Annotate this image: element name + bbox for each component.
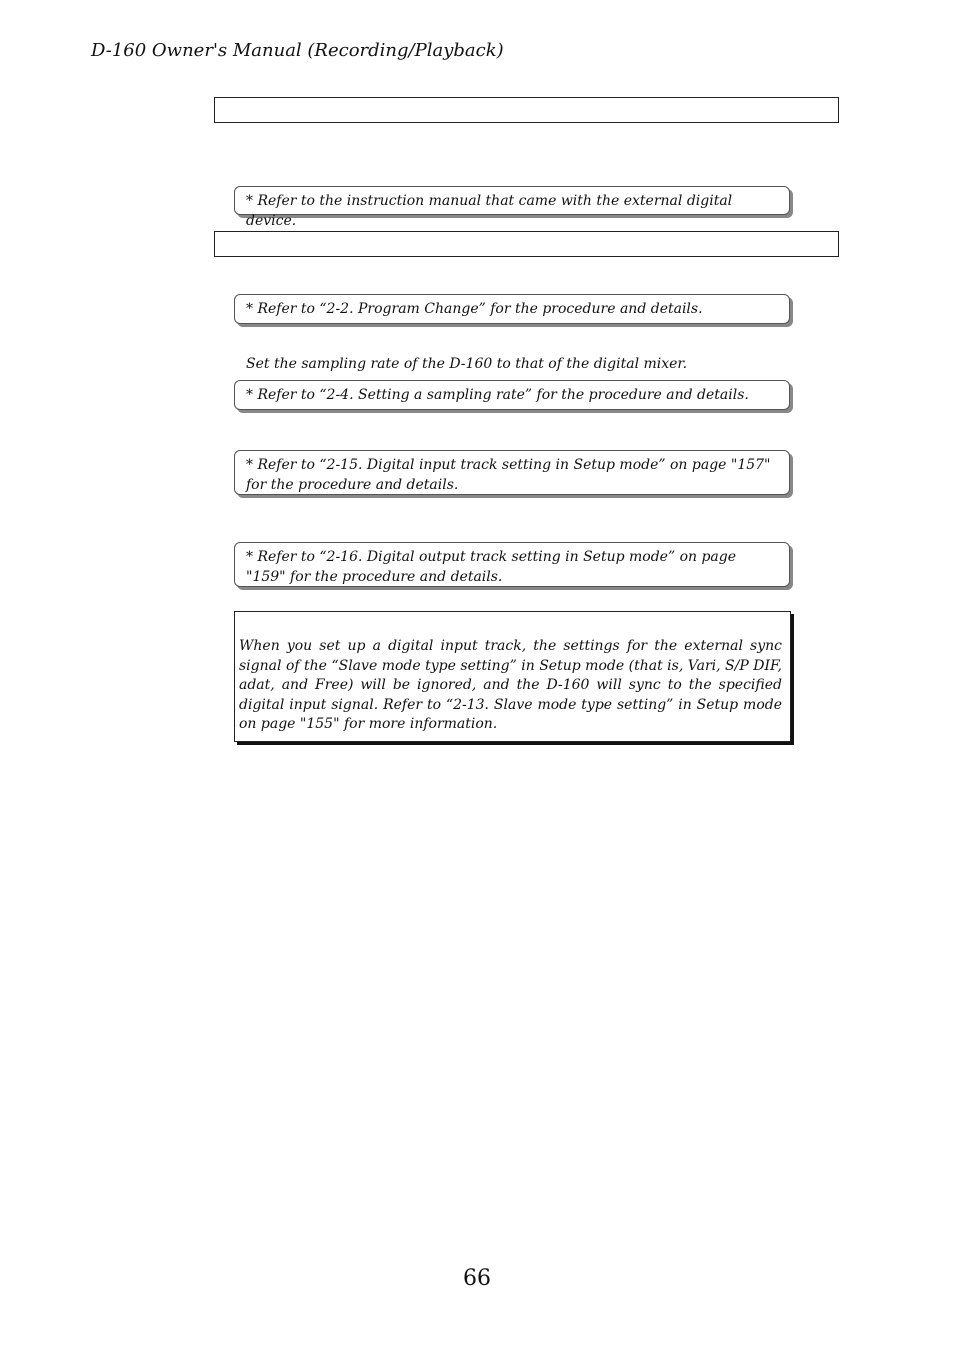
- reference-note-digital-input-track: * Refer to “2-15. Digital input track setting in Setup mode” on page "157" for the procedure and details.: [234, 450, 790, 495]
- reference-note-program-change: * Refer to “2-2. Program Change” for the procedure and details.: [234, 294, 790, 324]
- page-number: 66: [463, 1266, 491, 1291]
- sampling-rate-instruction: Set the sampling rate of the D-160 to that of the digital mixer.: [246, 356, 688, 372]
- section-heading-box-1: [214, 97, 839, 123]
- sync-note-box: [234, 611, 791, 742]
- page-header-title: D-160 Owner's Manual (Recording/Playback): [91, 40, 504, 61]
- reference-note-external-device: * Refer to the instruction manual that came with the external digital device.: [234, 186, 790, 215]
- reference-note-digital-output-track: * Refer to “2-16. Digital output track setting in Setup mode” on page "159" for the procedure and details.: [234, 542, 790, 587]
- sync-note-text: When you set up a digital input track, the settings for the external sync signal of the “Slave mode type setting” in Setup mode (that is, Vari, S/P DIF, adat, and Free) will be ignored, and the D-160 will sync to the specified digital input signal. Refer to “2-13. Slave mode type setting” in Setup mode on page "155" for more information.: [239, 638, 782, 732]
- reference-note-sampling-rate: * Refer to “2-4. Setting a sampling rate” for the procedure and details.: [234, 380, 790, 410]
- section-heading-box-2: [214, 231, 839, 257]
